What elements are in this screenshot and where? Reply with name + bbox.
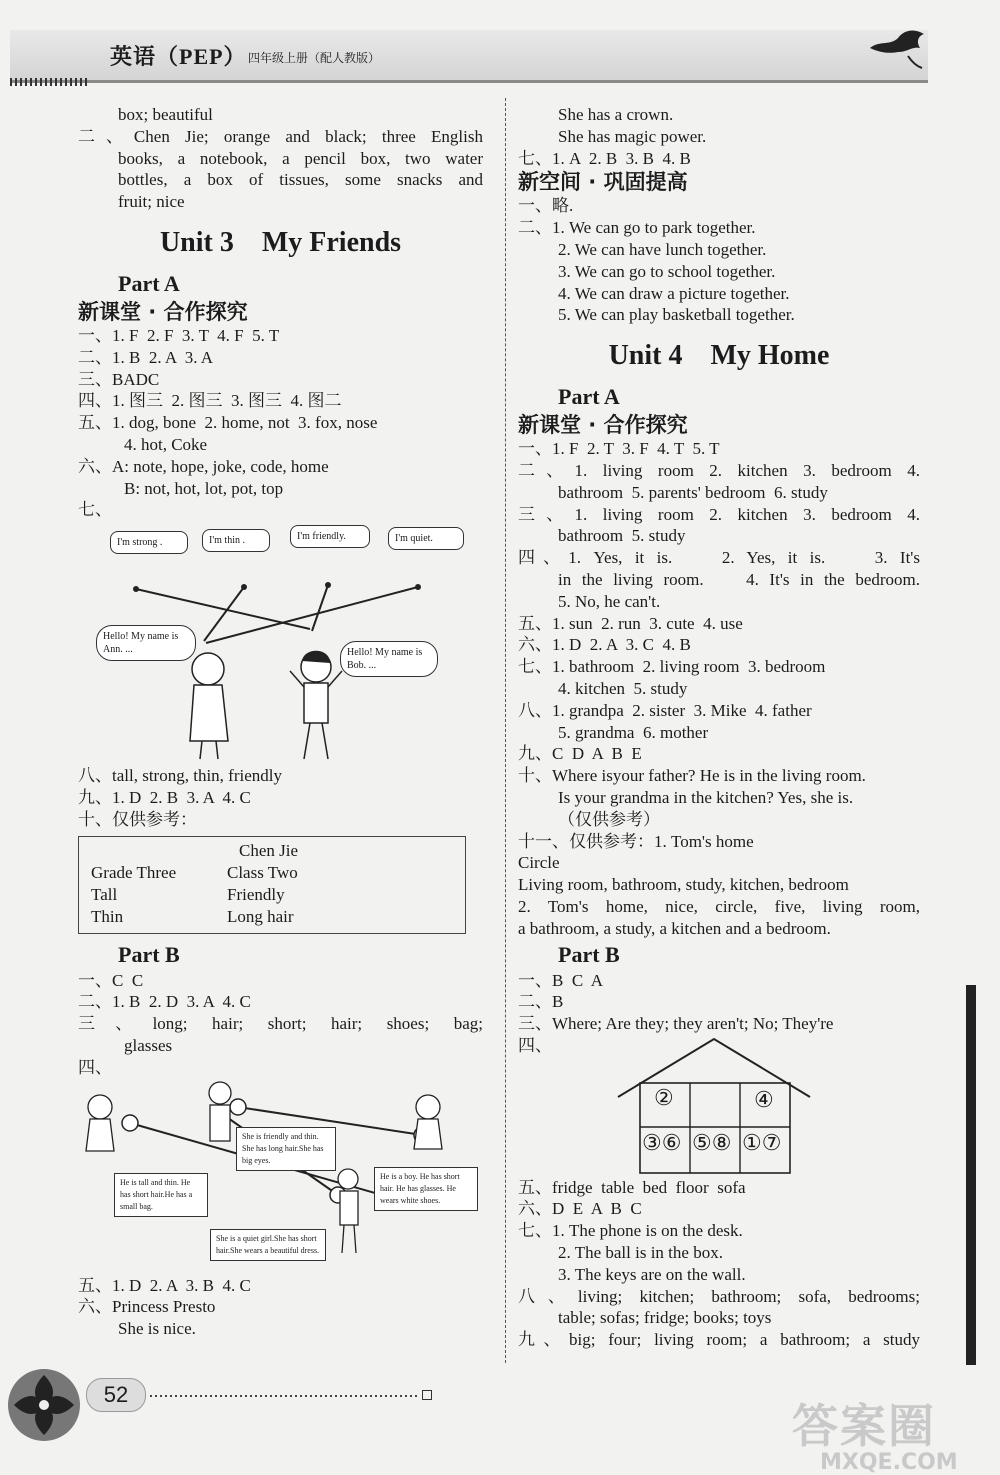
- text-line: 5. No, he can't.: [558, 591, 661, 611]
- text-line: 一、略.: [518, 196, 574, 216]
- text-line: 十、仅供参考：: [78, 809, 197, 829]
- text-line: box; beautiful: [118, 105, 213, 124]
- speech-bubble: I'm thin .: [202, 529, 270, 552]
- text-line: 八、1. grandpa 2. sister 3. Mike 4. father: [518, 700, 812, 720]
- speech-bubble: Hello! My name is Bob. ...: [340, 641, 438, 677]
- speech-bubble: I'm friendly.: [290, 525, 370, 548]
- text-line: 二、B: [518, 992, 564, 1012]
- header-subtitle: 四年级上册（配人教版）: [248, 51, 381, 65]
- text-line: 十一、仅供参考：1. Tom's home: [518, 831, 754, 851]
- text-line: 一、C C: [78, 970, 144, 990]
- text-line: 5. We can play basketball together.: [558, 305, 795, 325]
- speech-bubble: I'm strong .: [110, 531, 188, 554]
- partB-heading: Part B: [118, 941, 180, 967]
- text-line: 九、C D A B E: [518, 744, 642, 764]
- header-ticks: [10, 78, 90, 86]
- right-column: [518, 104, 920, 1351]
- table-cell: Tall: [91, 884, 118, 904]
- footer-dots: [150, 1395, 420, 1397]
- section-heading: 新空间 · 巩固提高: [518, 170, 688, 195]
- text-line: 4. We can draw a picture together.: [558, 283, 790, 303]
- text-line: 九、1. D 2. B 3. A 4. C: [78, 787, 251, 807]
- text-line: Circle: [518, 853, 560, 873]
- description-note: She is friendly and thin. She has long hair.She has big eyes.: [236, 1127, 336, 1171]
- text-line: 六、1. D 2. A 3. C 4. B: [518, 635, 691, 655]
- text-line: bottles, a box of tissues, some snacks and: [118, 170, 483, 190]
- speech-bubble: Hello! My name is Ann. ...: [96, 625, 196, 661]
- edge-bar: [966, 985, 976, 1365]
- table-cell: Thin: [91, 906, 124, 926]
- text-line: 五、fridge table bed floor sofa: [518, 1177, 746, 1197]
- unit3-title: Unit 3 My Friends: [159, 226, 402, 258]
- text-line: 十、Where isyour father? He is in the living room.: [518, 766, 866, 786]
- info-table: [78, 836, 466, 934]
- text-line: 一、B C A: [518, 970, 604, 990]
- text-line: 七、1. The phone is on the desk.: [518, 1221, 743, 1241]
- text-line: table; sofas; fridge; books; toys: [558, 1308, 772, 1328]
- speech-bubble: I'm quiet.: [388, 527, 464, 550]
- house-room-label: ③⑥: [642, 1129, 682, 1155]
- text-line: 二、1. We can go to park together.: [518, 218, 756, 238]
- text-line: 三、Where; Are they; they aren't; No; They're: [518, 1014, 834, 1034]
- text-line: 七、1. A 2. B 3. B 4. B: [518, 148, 691, 168]
- column-divider: [505, 98, 506, 1363]
- table-cell: Grade Three: [91, 862, 177, 882]
- text-line: 四、: [78, 1057, 112, 1077]
- house-room-label: ⑤⑧: [692, 1129, 732, 1155]
- watermark: 答案圈: [792, 1399, 936, 1453]
- text-line: 2. We can have lunch together.: [558, 239, 767, 259]
- matching-illustration-2: [78, 1079, 483, 1275]
- house-room-label: ②: [654, 1084, 674, 1110]
- unit4-title: Unit 4 My Home: [608, 340, 830, 372]
- text-line: 4. kitchen 5. study: [558, 678, 688, 698]
- text-line: 三、1. living room 2. kitchen 3. bedroom 4.: [518, 504, 920, 524]
- text-line: Living room, bathroom, study, kitchen, bedroom: [518, 875, 849, 895]
- text-line: She has a crown.: [558, 105, 674, 124]
- text-line: fruit; nice: [118, 192, 185, 212]
- partA-heading: Part A: [118, 270, 180, 296]
- text-line: books, a notebook, a pencil box, two water: [118, 148, 483, 168]
- text-line: 七、: [78, 500, 112, 520]
- text-line: 四、1. Yes, it is. 2. Yes, it is. 3. It's: [518, 548, 920, 568]
- left-column: [78, 104, 483, 1340]
- section-heading: 新课堂 · 合作探究: [518, 413, 688, 438]
- description-note: He is a boy. He has short hair. He has glasses. He wears white shoes.: [374, 1167, 478, 1211]
- text-line: glasses: [124, 1035, 173, 1055]
- text-line: 八、living; kitchen; bathroom; sofa, bedrooms;: [518, 1286, 920, 1306]
- text-line: bathroom 5. parents' bedroom 6. study: [558, 482, 828, 502]
- text-line: B: not, hot, lot, pot, top: [124, 478, 284, 498]
- text-line: 七、1. bathroom 2. living room 3. bedroom: [518, 657, 826, 677]
- text-line: 5. grandma 6. mother: [558, 722, 709, 742]
- page-header: [10, 30, 928, 83]
- text-line: 五、1. dog, bone 2. home, not 3. fox, nose: [78, 413, 378, 433]
- house-room-label: ④: [754, 1086, 774, 1112]
- text-line: 四、1. 图三 2. 图三 3. 图三 4. 图二: [78, 391, 342, 411]
- text-line: She has magic power.: [558, 126, 707, 146]
- text-line: bathroom 5. study: [558, 526, 686, 546]
- text-line: 3. The keys are on the wall.: [558, 1264, 746, 1284]
- footer-square: [422, 1390, 432, 1400]
- description-note: She is a quiet girl.She has short hair.She wears a beautiful dress.: [210, 1229, 326, 1261]
- text-line: 八、tall, strong, thin, friendly: [78, 766, 282, 786]
- text-line: 五、1. sun 2. run 3. cute 4. use: [518, 613, 743, 633]
- table-cell: Friendly: [227, 884, 285, 904]
- flower-icon: [4, 1365, 84, 1445]
- text-line: 六、Princess Presto: [78, 1297, 216, 1317]
- text-line: 五、1. D 2. A 3. B 4. C: [78, 1275, 251, 1295]
- text-line: 三、long; hair; short; hair; shoes; bag;: [78, 1014, 483, 1034]
- text-line: Is your grandma in the kitchen? Yes, she is.: [558, 787, 854, 807]
- description-note: He is tall and thin. He has short hair.He has a small bag.: [114, 1173, 208, 1217]
- section-heading: 新课堂 · 合作探究: [78, 299, 248, 324]
- text-line: 4. hot, Coke: [124, 434, 208, 454]
- text-line: 二、1. B 2. D 3. A 4. C: [78, 992, 251, 1012]
- house-room-label: ①⑦: [742, 1129, 782, 1155]
- text-line: 三、BADC: [78, 369, 160, 389]
- text-line: a bathroom, a study, a kitchen and a bedroom.: [518, 918, 831, 938]
- text-line: （仅供参考）: [558, 809, 660, 829]
- text-line: She is nice.: [118, 1319, 196, 1339]
- text-line: 二、1. B 2. A 3. A: [78, 347, 214, 367]
- table-cell: Long hair: [227, 906, 294, 926]
- text-line: 二、Chen Jie; orange and black; three English: [78, 126, 483, 146]
- text-line: 九、big; four; living room; a bathroom; a study: [518, 1330, 920, 1350]
- partB-heading: Part B: [558, 941, 620, 967]
- table-cell: Chen Jie: [239, 840, 299, 860]
- text-line: 六、D E A B C: [518, 1199, 642, 1219]
- text-line: 2. Tom's home, nice, circle, five, living room,: [518, 896, 920, 916]
- bird-icon: [868, 26, 928, 78]
- text-line: 二、1. living room 2. kitchen 3. bedroom 4.: [518, 460, 920, 480]
- text-line: 四、: [518, 1035, 552, 1055]
- watermark-url: MXQE.COM: [820, 1450, 958, 1475]
- text-line: 3. We can go to school together.: [558, 261, 776, 281]
- table-cell: Class Two: [227, 862, 298, 882]
- page-number: 52: [86, 1378, 146, 1412]
- text-line: in the living room. 4. It's in the bedroom.: [558, 569, 920, 589]
- page-footer: [0, 1365, 1000, 1475]
- text-line: 一、1. F 2. T 3. F 4. T 5. T: [518, 439, 720, 459]
- house-diagram: [518, 1057, 920, 1177]
- matching-illustration: [78, 521, 483, 765]
- text-line: 六、A: note, hope, joke, code, home: [78, 456, 329, 476]
- header-title: 英语（PEP）: [110, 44, 247, 69]
- text-line: 2. The ball is in the box.: [558, 1243, 723, 1263]
- text-line: 一、1. F 2. F 3. T 4. F 5. T: [78, 325, 280, 345]
- partA-heading: Part A: [558, 384, 620, 410]
